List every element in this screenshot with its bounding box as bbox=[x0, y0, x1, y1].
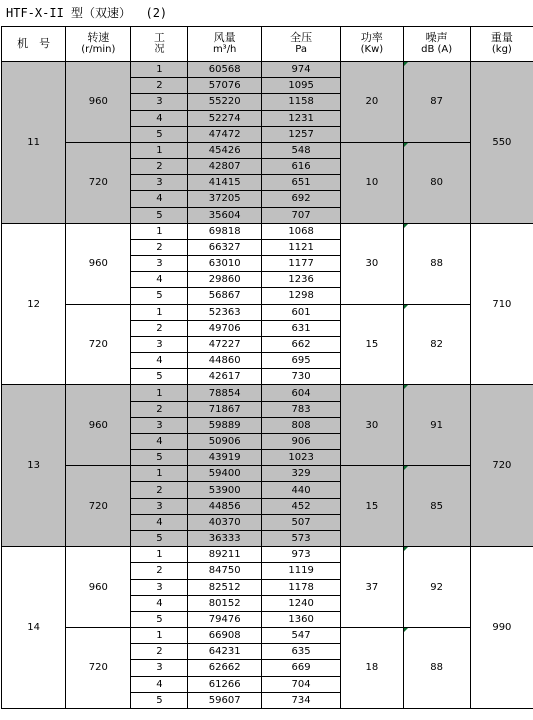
airflow-cell: 41415 bbox=[188, 175, 261, 191]
speed-cell: 720 bbox=[66, 304, 131, 385]
power-cell: 10 bbox=[341, 142, 403, 223]
airflow-cell: 47227 bbox=[188, 336, 261, 352]
header-row bbox=[2, 27, 533, 62]
condition-cell: 1 bbox=[131, 142, 188, 158]
pressure-cell: 440 bbox=[261, 482, 340, 498]
pressure-cell: 692 bbox=[261, 191, 340, 207]
airflow-cell: 44856 bbox=[188, 498, 261, 514]
pressure-cell: 1231 bbox=[261, 110, 340, 126]
airflow-cell: 52274 bbox=[188, 110, 261, 126]
pressure-cell: 329 bbox=[261, 466, 340, 482]
pressure-cell: 1177 bbox=[261, 256, 340, 272]
airflow-cell: 29860 bbox=[188, 272, 261, 288]
airflow-cell: 45426 bbox=[188, 142, 261, 158]
pressure-cell: 616 bbox=[261, 159, 340, 175]
airflow-cell: 52363 bbox=[188, 304, 261, 320]
condition-cell: 1 bbox=[131, 628, 188, 644]
pressure-cell: 662 bbox=[261, 336, 340, 352]
table-row bbox=[2, 142, 533, 158]
airflow-cell: 40370 bbox=[188, 514, 261, 530]
noise-cell: 91 bbox=[403, 385, 470, 466]
condition-cell: 2 bbox=[131, 482, 188, 498]
condition-cell: 1 bbox=[131, 304, 188, 320]
col-header-airflow: 风量 m³/h bbox=[188, 27, 261, 62]
condition-cell: 2 bbox=[131, 401, 188, 417]
machine-number-cell: 12 bbox=[2, 223, 66, 385]
pressure-cell: 1257 bbox=[261, 126, 340, 142]
airflow-cell: 61266 bbox=[188, 676, 261, 692]
airflow-cell: 66908 bbox=[188, 628, 261, 644]
weight-cell: 990 bbox=[470, 547, 533, 709]
weight-cell: 720 bbox=[470, 385, 533, 547]
noise-cell: 82 bbox=[403, 304, 470, 385]
condition-cell: 5 bbox=[131, 611, 188, 627]
pressure-cell: 669 bbox=[261, 660, 340, 676]
condition-cell: 4 bbox=[131, 595, 188, 611]
airflow-cell: 66327 bbox=[188, 239, 261, 255]
pressure-cell: 547 bbox=[261, 628, 340, 644]
condition-cell: 5 bbox=[131, 369, 188, 385]
pressure-cell: 1119 bbox=[261, 563, 340, 579]
pressure-cell: 695 bbox=[261, 353, 340, 369]
condition-cell: 4 bbox=[131, 191, 188, 207]
table-row bbox=[2, 385, 533, 401]
pressure-cell: 651 bbox=[261, 175, 340, 191]
airflow-cell: 78854 bbox=[188, 385, 261, 401]
condition-cell: 3 bbox=[131, 336, 188, 352]
airflow-cell: 50906 bbox=[188, 433, 261, 449]
condition-cell: 3 bbox=[131, 579, 188, 595]
condition-cell: 3 bbox=[131, 175, 188, 191]
noise-cell: 85 bbox=[403, 466, 470, 547]
condition-cell: 3 bbox=[131, 417, 188, 433]
airflow-cell: 55220 bbox=[188, 94, 261, 110]
noise-cell: 87 bbox=[403, 62, 470, 143]
airflow-cell: 71867 bbox=[188, 401, 261, 417]
pressure-cell: 1178 bbox=[261, 579, 340, 595]
speed-cell: 960 bbox=[66, 223, 131, 304]
pressure-cell: 573 bbox=[261, 530, 340, 546]
weight-cell: 550 bbox=[470, 62, 533, 224]
speed-cell: 960 bbox=[66, 62, 131, 143]
pressure-cell: 783 bbox=[261, 401, 340, 417]
pressure-cell: 604 bbox=[261, 385, 340, 401]
condition-cell: 5 bbox=[131, 450, 188, 466]
condition-cell: 2 bbox=[131, 644, 188, 660]
airflow-cell: 69818 bbox=[188, 223, 261, 239]
pressure-cell: 1158 bbox=[261, 94, 340, 110]
table-row bbox=[2, 223, 533, 239]
condition-cell: 5 bbox=[131, 530, 188, 546]
condition-cell: 1 bbox=[131, 223, 188, 239]
noise-cell: 88 bbox=[403, 223, 470, 304]
speed-cell: 720 bbox=[66, 466, 131, 547]
col-header-condition: 工 况 bbox=[131, 27, 188, 62]
pressure-cell: 507 bbox=[261, 514, 340, 530]
pressure-cell: 973 bbox=[261, 547, 340, 563]
table-row bbox=[2, 547, 533, 563]
power-cell: 15 bbox=[341, 466, 403, 547]
airflow-cell: 44860 bbox=[188, 353, 261, 369]
pressure-cell: 974 bbox=[261, 62, 340, 78]
airflow-cell: 42807 bbox=[188, 159, 261, 175]
airflow-cell: 56867 bbox=[188, 288, 261, 304]
condition-cell: 2 bbox=[131, 320, 188, 336]
table-row bbox=[2, 628, 533, 644]
airflow-cell: 43919 bbox=[188, 450, 261, 466]
airflow-cell: 53900 bbox=[188, 482, 261, 498]
table-row bbox=[2, 304, 533, 320]
pressure-cell: 1023 bbox=[261, 450, 340, 466]
table-row bbox=[2, 466, 533, 482]
pressure-cell: 1236 bbox=[261, 272, 340, 288]
pressure-cell: 730 bbox=[261, 369, 340, 385]
speed-cell: 960 bbox=[66, 547, 131, 628]
col-header-power: 功率 (Kw) bbox=[341, 27, 403, 62]
condition-cell: 5 bbox=[131, 288, 188, 304]
airflow-cell: 37205 bbox=[188, 191, 261, 207]
airflow-cell: 59607 bbox=[188, 692, 261, 708]
airflow-cell: 84750 bbox=[188, 563, 261, 579]
condition-cell: 4 bbox=[131, 433, 188, 449]
noise-cell: 92 bbox=[403, 547, 470, 628]
pressure-cell: 452 bbox=[261, 498, 340, 514]
condition-cell: 5 bbox=[131, 692, 188, 708]
pressure-cell: 734 bbox=[261, 692, 340, 708]
col-header-pressure: 全压 Pa bbox=[261, 27, 340, 62]
pressure-cell: 1068 bbox=[261, 223, 340, 239]
pressure-cell: 1095 bbox=[261, 78, 340, 94]
col-header-machine: 机 号 bbox=[2, 27, 66, 62]
condition-cell: 1 bbox=[131, 466, 188, 482]
condition-cell: 4 bbox=[131, 353, 188, 369]
airflow-cell: 60568 bbox=[188, 62, 261, 78]
col-header-noise: 噪声 dB (A) bbox=[403, 27, 470, 62]
airflow-cell: 79476 bbox=[188, 611, 261, 627]
airflow-cell: 47472 bbox=[188, 126, 261, 142]
noise-cell: 88 bbox=[403, 628, 470, 709]
airflow-cell: 64231 bbox=[188, 644, 261, 660]
airflow-cell: 62662 bbox=[188, 660, 261, 676]
pressure-cell: 1121 bbox=[261, 239, 340, 255]
speed-cell: 720 bbox=[66, 628, 131, 709]
pressure-cell: 635 bbox=[261, 644, 340, 660]
pressure-cell: 808 bbox=[261, 417, 340, 433]
airflow-cell: 63010 bbox=[188, 256, 261, 272]
airflow-cell: 57076 bbox=[188, 78, 261, 94]
col-header-weight: 重量 (kg) bbox=[470, 27, 533, 62]
weight-cell: 710 bbox=[470, 223, 533, 385]
airflow-cell: 59400 bbox=[188, 466, 261, 482]
airflow-cell: 49706 bbox=[188, 320, 261, 336]
airflow-cell: 89211 bbox=[188, 547, 261, 563]
condition-cell: 3 bbox=[131, 660, 188, 676]
airflow-cell: 35604 bbox=[188, 207, 261, 223]
condition-cell: 3 bbox=[131, 498, 188, 514]
power-cell: 30 bbox=[341, 385, 403, 466]
pressure-cell: 1298 bbox=[261, 288, 340, 304]
condition-cell: 4 bbox=[131, 514, 188, 530]
machine-number-cell: 11 bbox=[2, 62, 66, 224]
airflow-cell: 80152 bbox=[188, 595, 261, 611]
airflow-cell: 36333 bbox=[188, 530, 261, 546]
pressure-cell: 1240 bbox=[261, 595, 340, 611]
condition-cell: 1 bbox=[131, 547, 188, 563]
condition-cell: 2 bbox=[131, 239, 188, 255]
pressure-cell: 1360 bbox=[261, 611, 340, 627]
page-title: HTF-X-II 型（双速） (2) bbox=[6, 6, 168, 20]
table-row bbox=[2, 62, 533, 78]
noise-cell: 80 bbox=[403, 142, 470, 223]
pressure-cell: 601 bbox=[261, 304, 340, 320]
condition-cell: 2 bbox=[131, 78, 188, 94]
condition-cell: 3 bbox=[131, 94, 188, 110]
pressure-cell: 906 bbox=[261, 433, 340, 449]
fan-performance-table bbox=[1, 26, 533, 709]
machine-number-cell: 13 bbox=[2, 385, 66, 547]
condition-cell: 4 bbox=[131, 110, 188, 126]
power-cell: 15 bbox=[341, 304, 403, 385]
pressure-cell: 631 bbox=[261, 320, 340, 336]
condition-cell: 5 bbox=[131, 126, 188, 142]
pressure-cell: 707 bbox=[261, 207, 340, 223]
condition-cell: 5 bbox=[131, 207, 188, 223]
speed-cell: 720 bbox=[66, 142, 131, 223]
col-header-speed: 转速 (r/min) bbox=[66, 27, 131, 62]
condition-cell: 2 bbox=[131, 563, 188, 579]
speed-cell: 960 bbox=[66, 385, 131, 466]
airflow-cell: 59889 bbox=[188, 417, 261, 433]
pressure-cell: 548 bbox=[261, 142, 340, 158]
condition-cell: 1 bbox=[131, 62, 188, 78]
pressure-cell: 704 bbox=[261, 676, 340, 692]
power-cell: 30 bbox=[341, 223, 403, 304]
airflow-cell: 42617 bbox=[188, 369, 261, 385]
power-cell: 18 bbox=[341, 628, 403, 709]
condition-cell: 4 bbox=[131, 676, 188, 692]
airflow-cell: 82512 bbox=[188, 579, 261, 595]
power-cell: 37 bbox=[341, 547, 403, 628]
condition-cell: 3 bbox=[131, 256, 188, 272]
condition-cell: 1 bbox=[131, 385, 188, 401]
condition-cell: 2 bbox=[131, 159, 188, 175]
machine-number-cell: 14 bbox=[2, 547, 66, 709]
condition-cell: 4 bbox=[131, 272, 188, 288]
power-cell: 20 bbox=[341, 62, 403, 143]
